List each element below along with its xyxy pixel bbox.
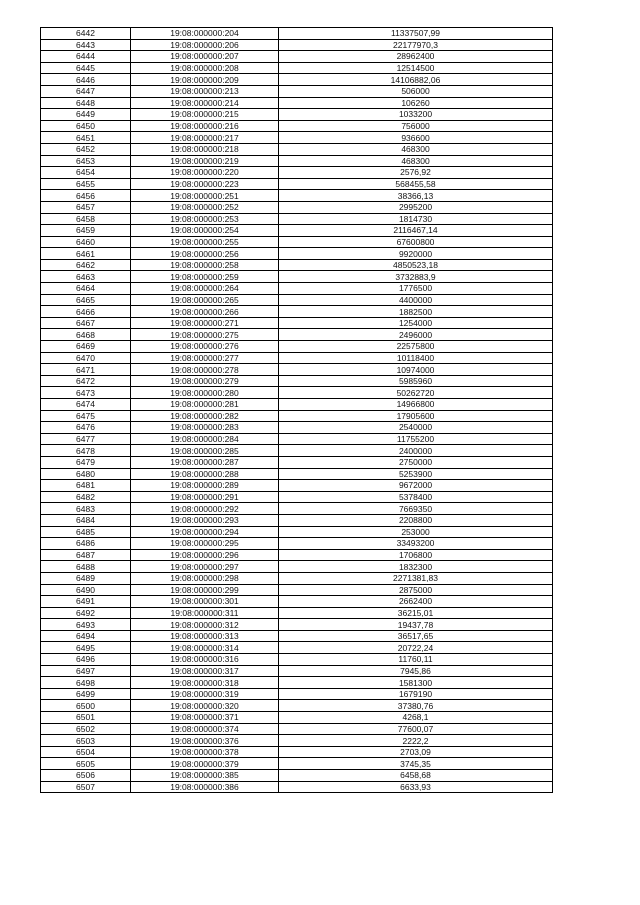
cadastral-number-cell: 19:08:000000:278 — [131, 364, 279, 376]
value-cell: 22575800 — [279, 341, 553, 353]
cadastral-number-cell: 19:08:000000:264 — [131, 283, 279, 295]
row-number-cell: 6453 — [41, 155, 131, 167]
table-row — [41, 341, 553, 353]
cadastral-number-cell: 19:08:000000:313 — [131, 630, 279, 642]
cadastral-number-cell: 19:08:000000:295 — [131, 538, 279, 550]
table-row — [41, 167, 553, 179]
row-number-cell: 6489 — [41, 572, 131, 584]
cadastral-number-cell: 19:08:000000:314 — [131, 642, 279, 654]
row-number-cell: 6494 — [41, 630, 131, 642]
value-cell: 1706800 — [279, 549, 553, 561]
cadastral-number-cell: 19:08:000000:287 — [131, 456, 279, 468]
cadastral-number-cell: 19:08:000000:285 — [131, 445, 279, 457]
value-cell: 20722,24 — [279, 642, 553, 654]
value-cell: 4400000 — [279, 294, 553, 306]
value-cell: 2995200 — [279, 201, 553, 213]
table-row — [41, 665, 553, 677]
row-number-cell: 6466 — [41, 306, 131, 318]
value-cell: 5985960 — [279, 375, 553, 387]
table-row — [41, 770, 553, 782]
table-row — [41, 503, 553, 515]
table-row — [41, 677, 553, 689]
row-number-cell: 6500 — [41, 700, 131, 712]
value-cell: 36517,65 — [279, 630, 553, 642]
value-cell: 10118400 — [279, 352, 553, 364]
value-cell: 2496000 — [279, 329, 553, 341]
cadastral-number-cell: 19:08:000000:297 — [131, 561, 279, 573]
value-cell: 1814730 — [279, 213, 553, 225]
row-number-cell: 6458 — [41, 213, 131, 225]
table-row — [41, 132, 553, 144]
row-number-cell: 6481 — [41, 480, 131, 492]
table-row — [41, 28, 553, 40]
cadastral-number-cell: 19:08:000000:371 — [131, 712, 279, 724]
row-number-cell: 6495 — [41, 642, 131, 654]
table-row — [41, 746, 553, 758]
cadastral-number-cell: 19:08:000000:291 — [131, 491, 279, 503]
value-cell: 2875000 — [279, 584, 553, 596]
value-cell: 1254000 — [279, 317, 553, 329]
cadastral-number-cell: 19:08:000000:220 — [131, 167, 279, 179]
value-cell: 1581300 — [279, 677, 553, 689]
row-number-cell: 6450 — [41, 120, 131, 132]
table-row — [41, 480, 553, 492]
cadastral-number-cell: 19:08:000000:279 — [131, 375, 279, 387]
row-number-cell: 6461 — [41, 248, 131, 260]
value-cell: 9672000 — [279, 480, 553, 492]
cadastral-number-cell: 19:08:000000:271 — [131, 317, 279, 329]
cadastral-number-cell: 19:08:000000:319 — [131, 688, 279, 700]
table-row — [41, 468, 553, 480]
value-cell: 14106882,06 — [279, 74, 553, 86]
table-row — [41, 642, 553, 654]
row-number-cell: 6464 — [41, 283, 131, 295]
cadastral-number-cell: 19:08:000000:251 — [131, 190, 279, 202]
row-number-cell: 6460 — [41, 236, 131, 248]
cadastral-number-cell: 19:08:000000:252 — [131, 201, 279, 213]
value-cell: 17905600 — [279, 410, 553, 422]
value-cell: 33493200 — [279, 538, 553, 550]
cadastral-number-cell: 19:08:000000:374 — [131, 723, 279, 735]
table-row — [41, 596, 553, 608]
table-body — [41, 28, 553, 793]
table-row — [41, 259, 553, 271]
cadastral-number-cell: 19:08:000000:217 — [131, 132, 279, 144]
row-number-cell: 6497 — [41, 665, 131, 677]
value-cell: 12514500 — [279, 62, 553, 74]
row-number-cell: 6505 — [41, 758, 131, 770]
table-row — [41, 271, 553, 283]
row-number-cell: 6499 — [41, 688, 131, 700]
value-cell: 1033200 — [279, 109, 553, 121]
value-cell: 38366,13 — [279, 190, 553, 202]
value-cell: 2208800 — [279, 514, 553, 526]
cadastral-number-cell: 19:08:000000:293 — [131, 514, 279, 526]
table-row — [41, 723, 553, 735]
table-row — [41, 364, 553, 376]
table-row — [41, 735, 553, 747]
table-row — [41, 178, 553, 190]
row-number-cell: 6504 — [41, 746, 131, 758]
cadastral-number-cell: 19:08:000000:288 — [131, 468, 279, 480]
table-row — [41, 352, 553, 364]
table-row — [41, 781, 553, 793]
table-row — [41, 294, 553, 306]
row-number-cell: 6491 — [41, 596, 131, 608]
row-number-cell: 6452 — [41, 143, 131, 155]
table-row — [41, 688, 553, 700]
table-row — [41, 62, 553, 74]
row-number-cell: 6444 — [41, 51, 131, 63]
cadastral-number-cell: 19:08:000000:320 — [131, 700, 279, 712]
value-cell: 36215,01 — [279, 607, 553, 619]
cadastral-number-cell: 19:08:000000:207 — [131, 51, 279, 63]
row-number-cell: 6487 — [41, 549, 131, 561]
cadastral-number-cell: 19:08:000000:318 — [131, 677, 279, 689]
row-number-cell: 6482 — [41, 491, 131, 503]
value-cell: 6633,93 — [279, 781, 553, 793]
table-row — [41, 549, 553, 561]
cadastral-number-cell: 19:08:000000:296 — [131, 549, 279, 561]
row-number-cell: 6496 — [41, 654, 131, 666]
value-cell: 6458,68 — [279, 770, 553, 782]
cadastral-number-cell: 19:08:000000:265 — [131, 294, 279, 306]
value-cell: 2540000 — [279, 422, 553, 434]
row-number-cell: 6469 — [41, 341, 131, 353]
cadastral-number-cell: 19:08:000000:284 — [131, 433, 279, 445]
row-number-cell: 6445 — [41, 62, 131, 74]
cadastral-number-cell: 19:08:000000:301 — [131, 596, 279, 608]
table-row — [41, 514, 553, 526]
row-number-cell: 6443 — [41, 39, 131, 51]
table-row — [41, 201, 553, 213]
cadastral-number-cell: 19:08:000000:299 — [131, 584, 279, 596]
cadastral-number-cell: 19:08:000000:280 — [131, 387, 279, 399]
row-number-cell: 6492 — [41, 607, 131, 619]
row-number-cell: 6498 — [41, 677, 131, 689]
row-number-cell: 6483 — [41, 503, 131, 515]
row-number-cell: 6486 — [41, 538, 131, 550]
cadastral-number-cell: 19:08:000000:215 — [131, 109, 279, 121]
cadastral-number-cell: 19:08:000000:385 — [131, 770, 279, 782]
row-number-cell: 6448 — [41, 97, 131, 109]
cadastral-number-cell: 19:08:000000:283 — [131, 422, 279, 434]
table-row — [41, 225, 553, 237]
cadastral-number-cell: 19:08:000000:258 — [131, 259, 279, 271]
cadastral-number-cell: 19:08:000000:208 — [131, 62, 279, 74]
value-cell: 2116467,14 — [279, 225, 553, 237]
value-cell: 14966800 — [279, 399, 553, 411]
value-cell: 10974000 — [279, 364, 553, 376]
value-cell: 2576,92 — [279, 167, 553, 179]
cadastral-number-cell: 19:08:000000:253 — [131, 213, 279, 225]
row-number-cell: 6468 — [41, 329, 131, 341]
value-cell: 2662400 — [279, 596, 553, 608]
row-number-cell: 6488 — [41, 561, 131, 573]
table-row — [41, 561, 553, 573]
table-row — [41, 399, 553, 411]
cadastral-number-cell: 19:08:000000:256 — [131, 248, 279, 260]
row-number-cell: 6449 — [41, 109, 131, 121]
row-number-cell: 6474 — [41, 399, 131, 411]
row-number-cell: 6454 — [41, 167, 131, 179]
value-cell: 468300 — [279, 155, 553, 167]
row-number-cell: 6501 — [41, 712, 131, 724]
value-cell: 22177970,3 — [279, 39, 553, 51]
row-number-cell: 6456 — [41, 190, 131, 202]
table-row — [41, 700, 553, 712]
value-cell: 2271381,83 — [279, 572, 553, 584]
row-number-cell: 6447 — [41, 85, 131, 97]
table-row — [41, 97, 553, 109]
cadastral-number-cell: 19:08:000000:218 — [131, 143, 279, 155]
value-cell: 5253900 — [279, 468, 553, 480]
value-cell: 106260 — [279, 97, 553, 109]
row-number-cell: 6473 — [41, 387, 131, 399]
table-row — [41, 375, 553, 387]
row-number-cell: 6457 — [41, 201, 131, 213]
value-cell: 4850523,18 — [279, 259, 553, 271]
cadastral-number-cell: 19:08:000000:219 — [131, 155, 279, 167]
value-cell: 11760,11 — [279, 654, 553, 666]
row-number-cell: 6475 — [41, 410, 131, 422]
value-cell: 506000 — [279, 85, 553, 97]
cadastral-number-cell: 19:08:000000:213 — [131, 85, 279, 97]
value-cell: 2703,09 — [279, 746, 553, 758]
table-row — [41, 213, 553, 225]
cadastral-number-cell: 19:08:000000:276 — [131, 341, 279, 353]
cadastral-number-cell: 19:08:000000:209 — [131, 74, 279, 86]
value-cell: 7945,86 — [279, 665, 553, 677]
value-cell: 2222,2 — [279, 735, 553, 747]
cadastral-number-cell: 19:08:000000:311 — [131, 607, 279, 619]
cadastral-number-cell: 19:08:000000:292 — [131, 503, 279, 515]
row-number-cell: 6493 — [41, 619, 131, 631]
table-row — [41, 143, 553, 155]
table-row — [41, 85, 553, 97]
value-cell: 7669350 — [279, 503, 553, 515]
value-cell: 67600800 — [279, 236, 553, 248]
cadastral-number-cell: 19:08:000000:386 — [131, 781, 279, 793]
cadastral-number-cell: 19:08:000000:298 — [131, 572, 279, 584]
table-row — [41, 526, 553, 538]
row-number-cell: 6451 — [41, 132, 131, 144]
value-cell: 77600,07 — [279, 723, 553, 735]
cadastral-number-cell: 19:08:000000:254 — [131, 225, 279, 237]
row-number-cell: 6462 — [41, 259, 131, 271]
row-number-cell: 6471 — [41, 364, 131, 376]
table-row — [41, 190, 553, 202]
cadastral-number-cell: 19:08:000000:378 — [131, 746, 279, 758]
table-row — [41, 445, 553, 457]
value-cell: 1776500 — [279, 283, 553, 295]
cadastral-value-table — [40, 27, 553, 793]
table-row — [41, 387, 553, 399]
table-row — [41, 155, 553, 167]
cadastral-number-cell: 19:08:000000:281 — [131, 399, 279, 411]
cadastral-number-cell: 19:08:000000:255 — [131, 236, 279, 248]
value-cell: 568455,58 — [279, 178, 553, 190]
row-number-cell: 6503 — [41, 735, 131, 747]
cadastral-number-cell: 19:08:000000:223 — [131, 178, 279, 190]
table-row — [41, 39, 553, 51]
table-row — [41, 317, 553, 329]
value-cell: 37380,76 — [279, 700, 553, 712]
row-number-cell: 6465 — [41, 294, 131, 306]
row-number-cell: 6507 — [41, 781, 131, 793]
value-cell: 2400000 — [279, 445, 553, 457]
table-row — [41, 236, 553, 248]
table-row — [41, 538, 553, 550]
value-cell: 4268,1 — [279, 712, 553, 724]
row-number-cell: 6442 — [41, 28, 131, 40]
row-number-cell: 6478 — [41, 445, 131, 457]
table-row — [41, 51, 553, 63]
cadastral-number-cell: 19:08:000000:317 — [131, 665, 279, 677]
value-cell: 11337507,99 — [279, 28, 553, 40]
value-cell: 936600 — [279, 132, 553, 144]
table-row — [41, 120, 553, 132]
value-cell: 9920000 — [279, 248, 553, 260]
row-number-cell: 6502 — [41, 723, 131, 735]
value-cell: 3732883,9 — [279, 271, 553, 283]
value-cell: 19437,78 — [279, 619, 553, 631]
cadastral-number-cell: 19:08:000000:275 — [131, 329, 279, 341]
table-row — [41, 329, 553, 341]
row-number-cell: 6455 — [41, 178, 131, 190]
table-row — [41, 584, 553, 596]
value-cell: 1679190 — [279, 688, 553, 700]
table-row — [41, 758, 553, 770]
row-number-cell: 6476 — [41, 422, 131, 434]
value-cell: 2750000 — [279, 456, 553, 468]
value-cell: 5378400 — [279, 491, 553, 503]
cadastral-number-cell: 19:08:000000:277 — [131, 352, 279, 364]
cadastral-number-cell: 19:08:000000:259 — [131, 271, 279, 283]
cadastral-number-cell: 19:08:000000:282 — [131, 410, 279, 422]
table-row — [41, 619, 553, 631]
value-cell: 28962400 — [279, 51, 553, 63]
cadastral-number-cell: 19:08:000000:312 — [131, 619, 279, 631]
value-cell: 756000 — [279, 120, 553, 132]
row-number-cell: 6485 — [41, 526, 131, 538]
cadastral-number-cell: 19:08:000000:204 — [131, 28, 279, 40]
value-cell: 50262720 — [279, 387, 553, 399]
table-row — [41, 712, 553, 724]
cadastral-number-cell: 19:08:000000:379 — [131, 758, 279, 770]
table-row — [41, 630, 553, 642]
cadastral-number-cell: 19:08:000000:376 — [131, 735, 279, 747]
table-row — [41, 410, 553, 422]
table-row — [41, 74, 553, 86]
table-row — [41, 433, 553, 445]
row-number-cell: 6463 — [41, 271, 131, 283]
value-cell: 1832300 — [279, 561, 553, 573]
row-number-cell: 6459 — [41, 225, 131, 237]
row-number-cell: 6446 — [41, 74, 131, 86]
row-number-cell: 6490 — [41, 584, 131, 596]
cadastral-number-cell: 19:08:000000:214 — [131, 97, 279, 109]
value-cell: 253000 — [279, 526, 553, 538]
table-row — [41, 456, 553, 468]
value-cell: 468300 — [279, 143, 553, 155]
row-number-cell: 6472 — [41, 375, 131, 387]
value-cell: 11755200 — [279, 433, 553, 445]
cadastral-number-cell: 19:08:000000:294 — [131, 526, 279, 538]
row-number-cell: 6477 — [41, 433, 131, 445]
cadastral-number-cell: 19:08:000000:206 — [131, 39, 279, 51]
row-number-cell: 6467 — [41, 317, 131, 329]
table-row — [41, 491, 553, 503]
cadastral-number-cell: 19:08:000000:216 — [131, 120, 279, 132]
table-row — [41, 607, 553, 619]
row-number-cell: 6480 — [41, 468, 131, 480]
row-number-cell: 6506 — [41, 770, 131, 782]
table-row — [41, 248, 553, 260]
table-row — [41, 422, 553, 434]
table-row — [41, 283, 553, 295]
table-row — [41, 572, 553, 584]
row-number-cell: 6484 — [41, 514, 131, 526]
row-number-cell: 6479 — [41, 456, 131, 468]
table-row — [41, 109, 553, 121]
cadastral-number-cell: 19:08:000000:289 — [131, 480, 279, 492]
cadastral-number-cell: 19:08:000000:266 — [131, 306, 279, 318]
row-number-cell: 6470 — [41, 352, 131, 364]
table-row — [41, 306, 553, 318]
value-cell: 1882500 — [279, 306, 553, 318]
table-row — [41, 654, 553, 666]
value-cell: 3745,35 — [279, 758, 553, 770]
cadastral-number-cell: 19:08:000000:316 — [131, 654, 279, 666]
